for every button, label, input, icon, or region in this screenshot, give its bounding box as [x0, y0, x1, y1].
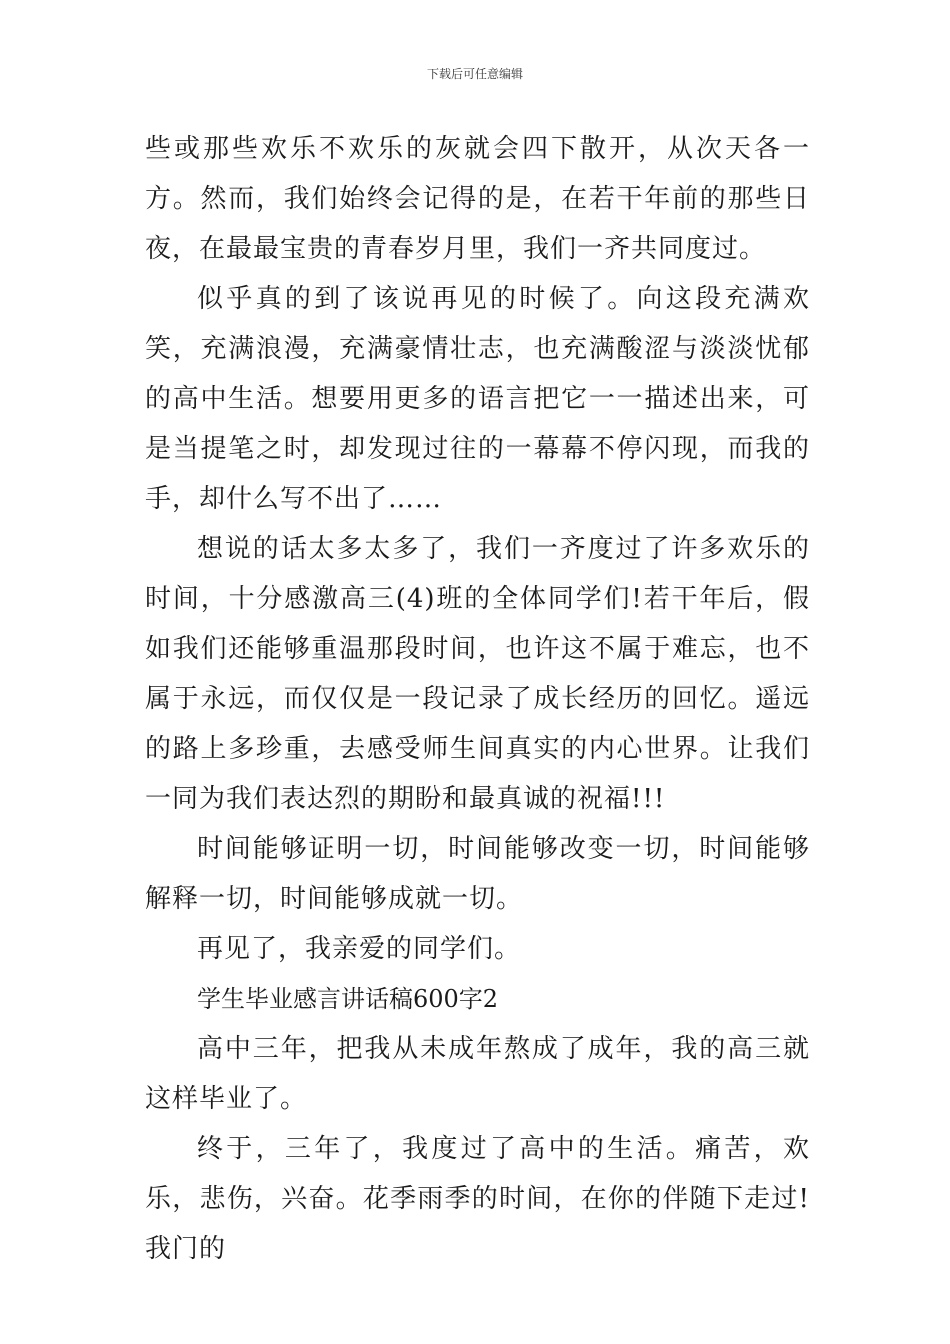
paragraph-thanks: 想说的话太多太多了，我们一齐度过了许多欢乐的时间，十分感激高三(4)班的全体同学们!若干年后，假如我们还能够重温那段时间，也许这不属于难忘，也不属于永远，而仅仅是一段记录了成长经历的回忆。遥远的路上多珍重，去感受师生间真实的内心世界。让我们一同为我们表达烈的期盼和最真诚的祝福!!!	[145, 534, 810, 814]
paragraph-finally: 终于，三年了，我度过了高中的生活。痛苦，欢乐，悲伤，兴奋。花季雨季的时间，在你的伴随下走过!我门的	[145, 1134, 810, 1264]
section-heading: 学生毕业感言讲话稿600字2	[197, 985, 499, 1013]
paragraph-farewell: 似乎真的到了该说再见的时候了。向这段充满欢笑，充满浪漫，充满豪情壮志，也充满酸涩与淡淡忧郁的高中生活。想要用更多的语言把它一一描述出来，可是当提笔之时，却发现过往的一幕幕不停闪现，而我的手，却什么写不出了……	[145, 284, 810, 514]
paragraph-three-years: 高中三年，把我从未成年熬成了成年，我的高三就这样毕业了。	[145, 1034, 810, 1114]
paragraph-time: 时间能够证明一切，时间能够改变一切，时间能够解释一切，时间能够成就一切。	[145, 834, 810, 914]
page-header: 下载后可任意编辑	[426, 67, 523, 81]
paragraph-continuation: 些或那些欢乐不欢乐的灰就会四下散开，从次天各一方。然而，我们始终会记得的是，在若干年前的那些日夜，在最最宝贵的青春岁月里，我们一齐共同度过。	[145, 134, 810, 264]
paragraph-goodbye: 再见了，我亲爱的同学们。	[197, 934, 522, 964]
document-body	[145, 124, 810, 1274]
